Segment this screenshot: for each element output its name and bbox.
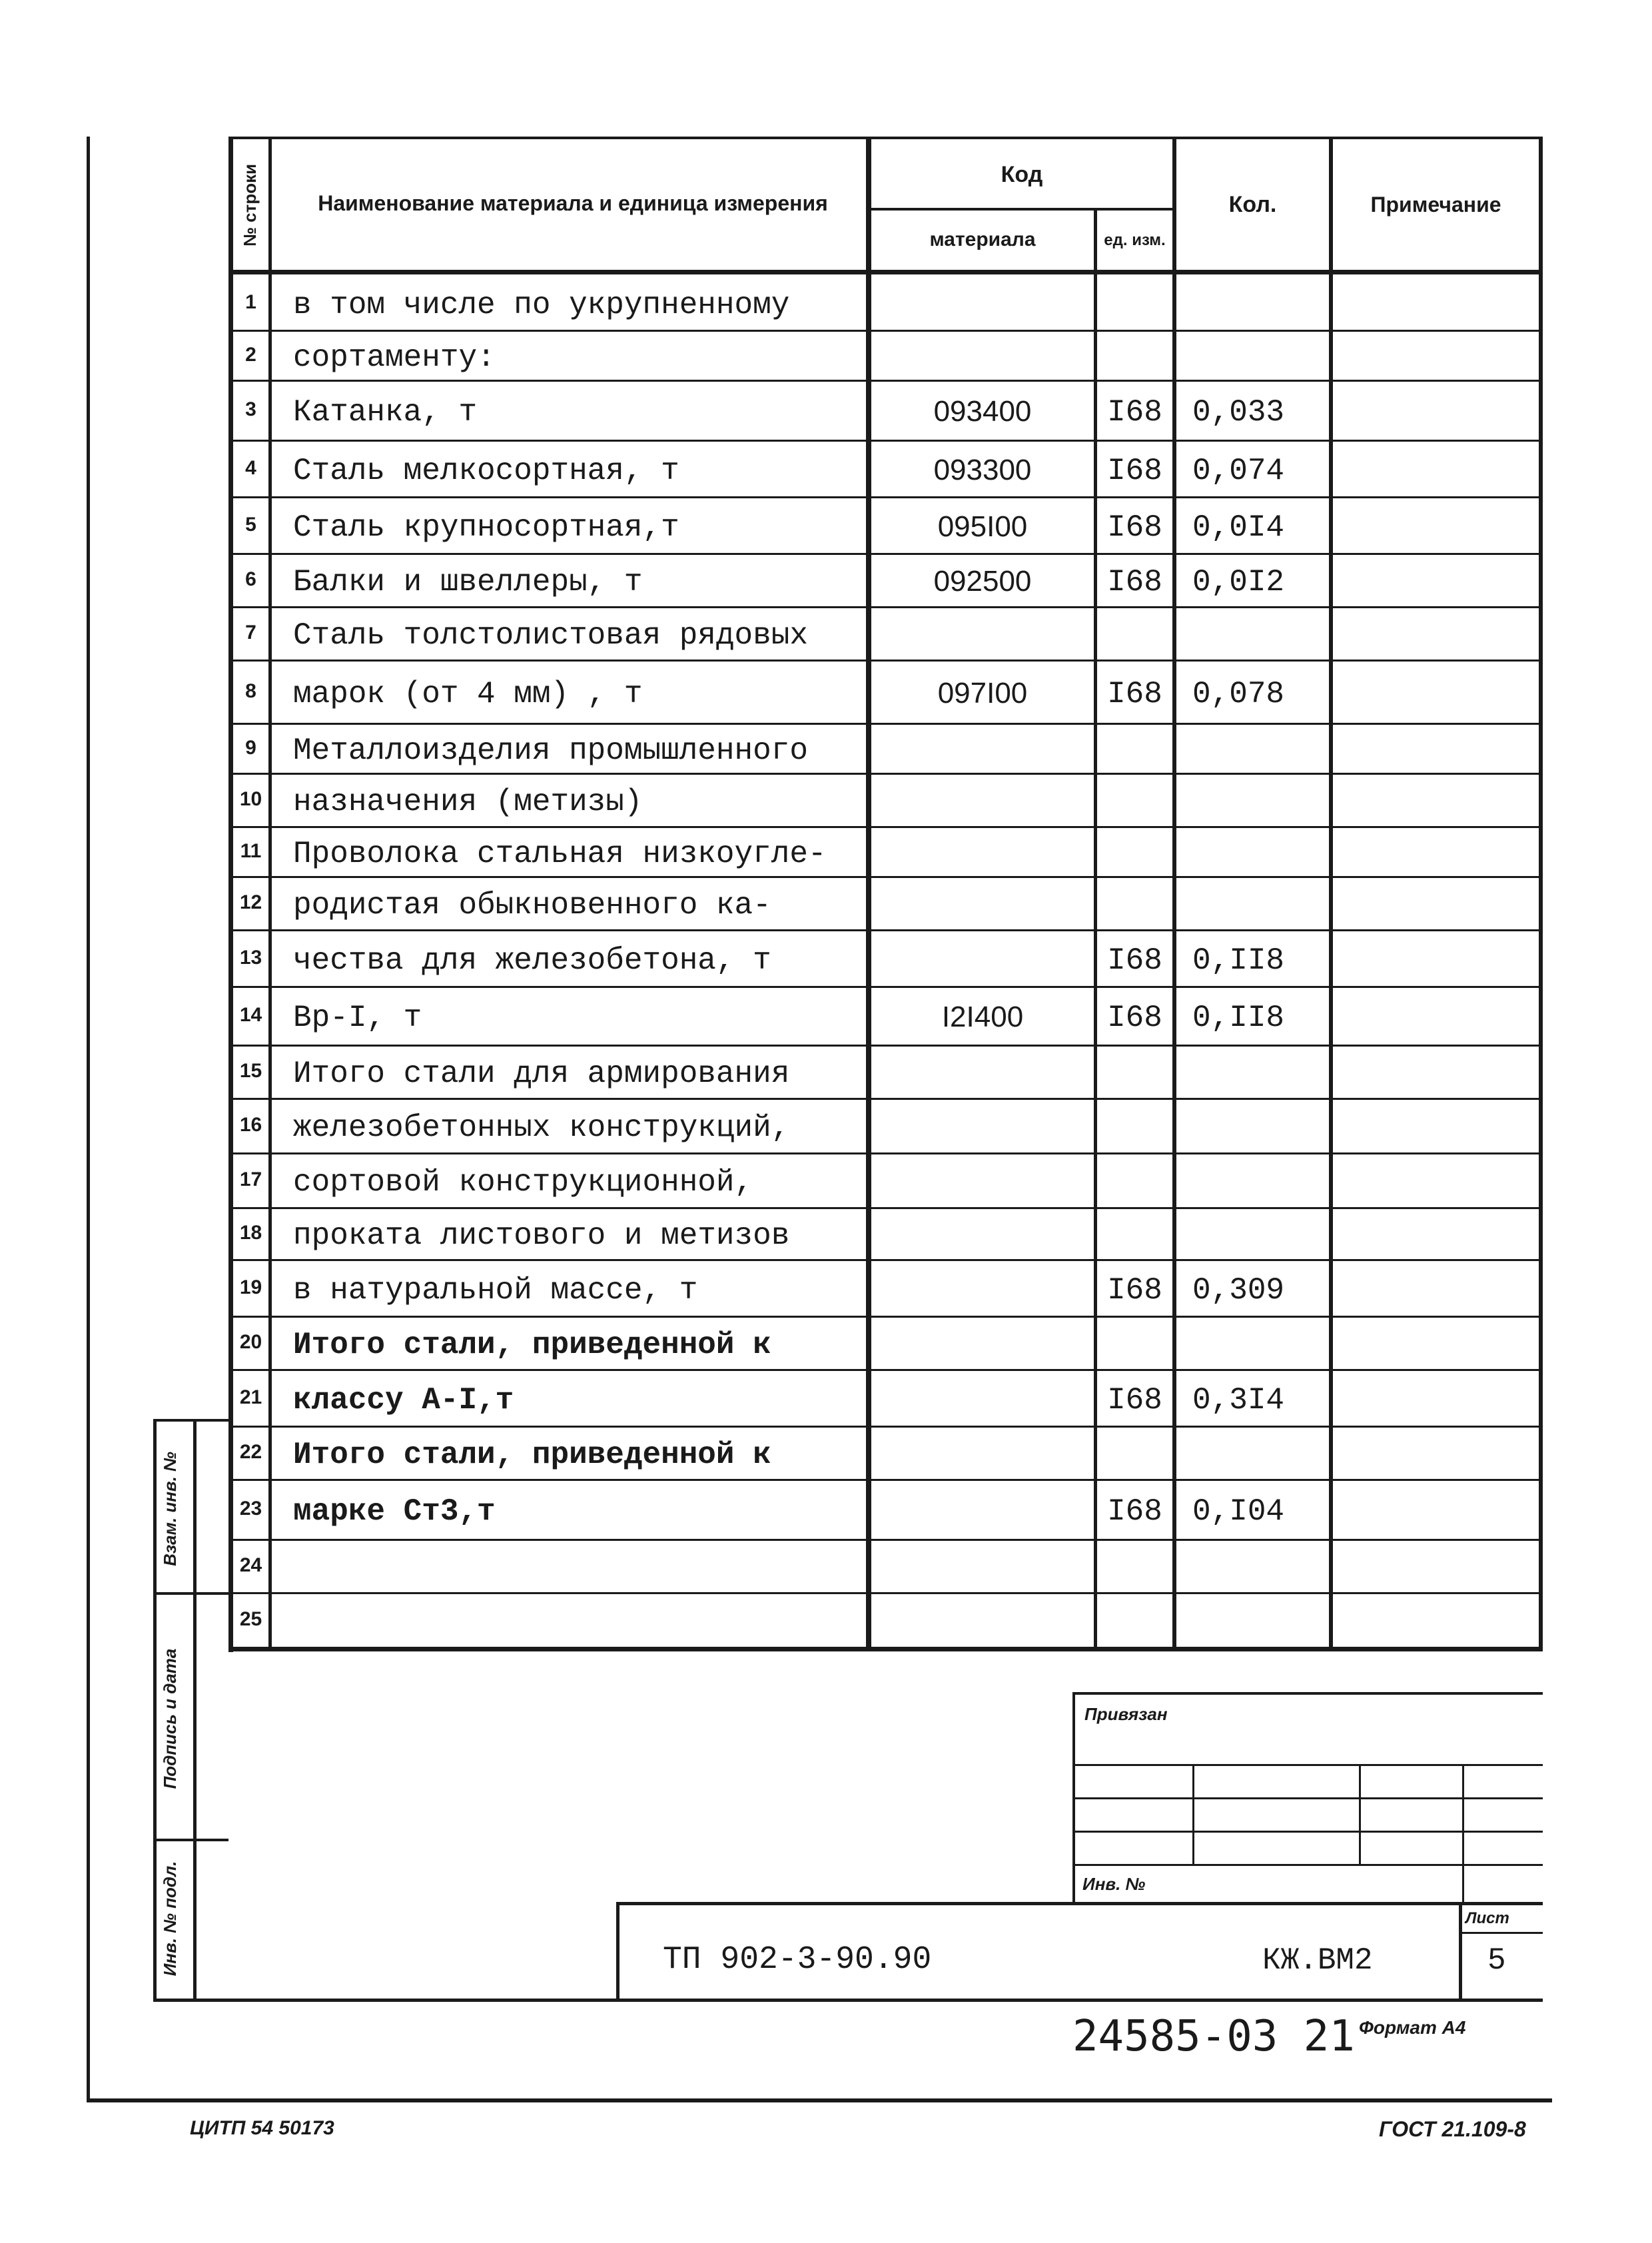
header-note: Примечание	[1370, 193, 1501, 217]
row-number: 18	[239, 1222, 262, 1244]
row-number: 5	[245, 513, 256, 536]
material-name: Вр-I, т	[293, 1001, 422, 1035]
row-number: 10	[239, 788, 262, 810]
material-name: марке Ст3,т	[293, 1494, 496, 1529]
side-label-vzam-inv: Взам. инв. №	[160, 1452, 180, 1566]
header-name: Наименование материала и единица измерения	[318, 191, 828, 215]
side-label-inv-podl: Инв. № подл.	[160, 1861, 180, 1977]
unit-code: I68	[1107, 453, 1162, 488]
header-code: Код	[1001, 161, 1043, 187]
material-name: проката листового и метизов	[293, 1218, 790, 1253]
unit-code: I68	[1107, 676, 1162, 711]
material-name: чества для железобетона, т	[293, 943, 771, 978]
row-number: 23	[239, 1498, 262, 1520]
material-name: Металлоизделия промышленного	[293, 733, 808, 768]
material-code: 093300	[933, 453, 1032, 486]
material-code: I2I400	[941, 1001, 1024, 1033]
row-number: 3	[245, 398, 256, 420]
material-name: Балки и швеллеры, т	[293, 565, 643, 600]
material-name: Проволока стальная низкоугле-	[293, 836, 827, 871]
header-material: материала	[929, 228, 1036, 251]
quantity: 0,3I4	[1192, 1382, 1285, 1418]
row-number: 6	[245, 568, 256, 590]
doc-mark: КЖ.ВМ2	[1262, 1943, 1373, 1978]
print-code: ЦИТП 54 50173	[190, 2117, 334, 2139]
row-number: 24	[239, 1554, 262, 1576]
quantity: 0,033	[1192, 395, 1285, 430]
unit-code: I68	[1107, 943, 1162, 978]
material-name: Итого стали, приведенной к	[293, 1438, 771, 1472]
side-label-podpis-data: Подпись и дата	[160, 1648, 180, 1789]
material-code: 093400	[933, 395, 1032, 428]
row-number: 21	[239, 1386, 262, 1408]
row-number: 15	[239, 1060, 262, 1082]
row-number: 9	[245, 736, 256, 759]
row-number: 20	[239, 1331, 262, 1353]
row-number: 25	[239, 1608, 262, 1630]
format-label: Формат А4	[1359, 2017, 1466, 2038]
quantity: 0,0I2	[1192, 565, 1285, 600]
unit-code: I68	[1107, 1382, 1162, 1418]
row-number: 8	[245, 679, 256, 702]
row-number: 12	[239, 891, 262, 913]
material-name: родистая обыкновенного ка-	[293, 888, 771, 923]
row-number: 4	[245, 456, 256, 479]
unit-code: I68	[1107, 1001, 1162, 1035]
material-name: Итого стали, приведенной к	[293, 1328, 771, 1362]
material-code: 092500	[933, 565, 1032, 598]
unit-code: I68	[1107, 565, 1162, 600]
material-name: Сталь крупносортная,т	[293, 510, 679, 545]
material-name: Сталь толстолистовая рядовых	[293, 618, 808, 653]
row-number: 7	[245, 622, 256, 644]
unit-code: I68	[1107, 1272, 1162, 1308]
material-name: Итого стали для армирования	[293, 1057, 790, 1091]
row-number: 1	[245, 290, 256, 313]
row-number: 13	[239, 946, 262, 969]
quantity: 0,078	[1192, 676, 1285, 711]
bottom-rule	[87, 2098, 1552, 2102]
material-code: 095I00	[937, 510, 1028, 543]
header-unit: ед. изм.	[1104, 230, 1166, 249]
quantity: 0,I04	[1192, 1494, 1285, 1529]
quantity: 0,II8	[1192, 943, 1285, 978]
quantity: 0,074	[1192, 453, 1285, 488]
quantity: 0,II8	[1192, 1001, 1285, 1035]
unit-code: I68	[1107, 510, 1162, 545]
row-number: 16	[239, 1114, 262, 1136]
material-name: Сталь мелкосортная, т	[293, 453, 679, 488]
row-number: 22	[239, 1441, 262, 1463]
privyazan-label: Привязан	[1084, 1704, 1168, 1724]
unit-code: I68	[1107, 395, 1162, 430]
material-name: сортовой конструкционной,	[293, 1165, 753, 1200]
header-row-no: № строки	[240, 163, 260, 246]
material-name: классу А-I,т	[293, 1382, 514, 1418]
material-name: сортаменту:	[293, 340, 496, 375]
quantity: 0,309	[1192, 1272, 1285, 1308]
row-number: 17	[239, 1168, 262, 1190]
row-number: 11	[240, 839, 262, 862]
quantity: 0,0I4	[1192, 510, 1285, 545]
row-number: 2	[245, 343, 256, 366]
material-name: железобетонных конструкций,	[293, 1111, 790, 1145]
row-number: 14	[239, 1004, 262, 1026]
material-name: в том числе по укрупненному	[293, 287, 790, 322]
material-code: 097I00	[937, 676, 1028, 709]
header-qty: Кол.	[1228, 191, 1277, 217]
handwritten-number: 24585-03 21	[1072, 2012, 1355, 2061]
material-name: в натуральной массе, т	[293, 1272, 698, 1308]
unit-code: I68	[1107, 1494, 1162, 1529]
material-name: Катанка, т	[293, 395, 478, 430]
sheet-number: 5	[1487, 1943, 1506, 1978]
inv-no-label: Инв. №	[1082, 1874, 1146, 1894]
material-name: марок (от 4 мм) , т	[293, 676, 643, 711]
material-name: назначения (метизы)	[293, 785, 643, 819]
gost-label: ГОСТ 21.109-8	[1379, 2117, 1526, 2141]
list-label: Лист	[1465, 1909, 1509, 1927]
doc-code: ТП 902-3-90.90	[663, 1942, 932, 1978]
row-number: 19	[239, 1276, 262, 1298]
